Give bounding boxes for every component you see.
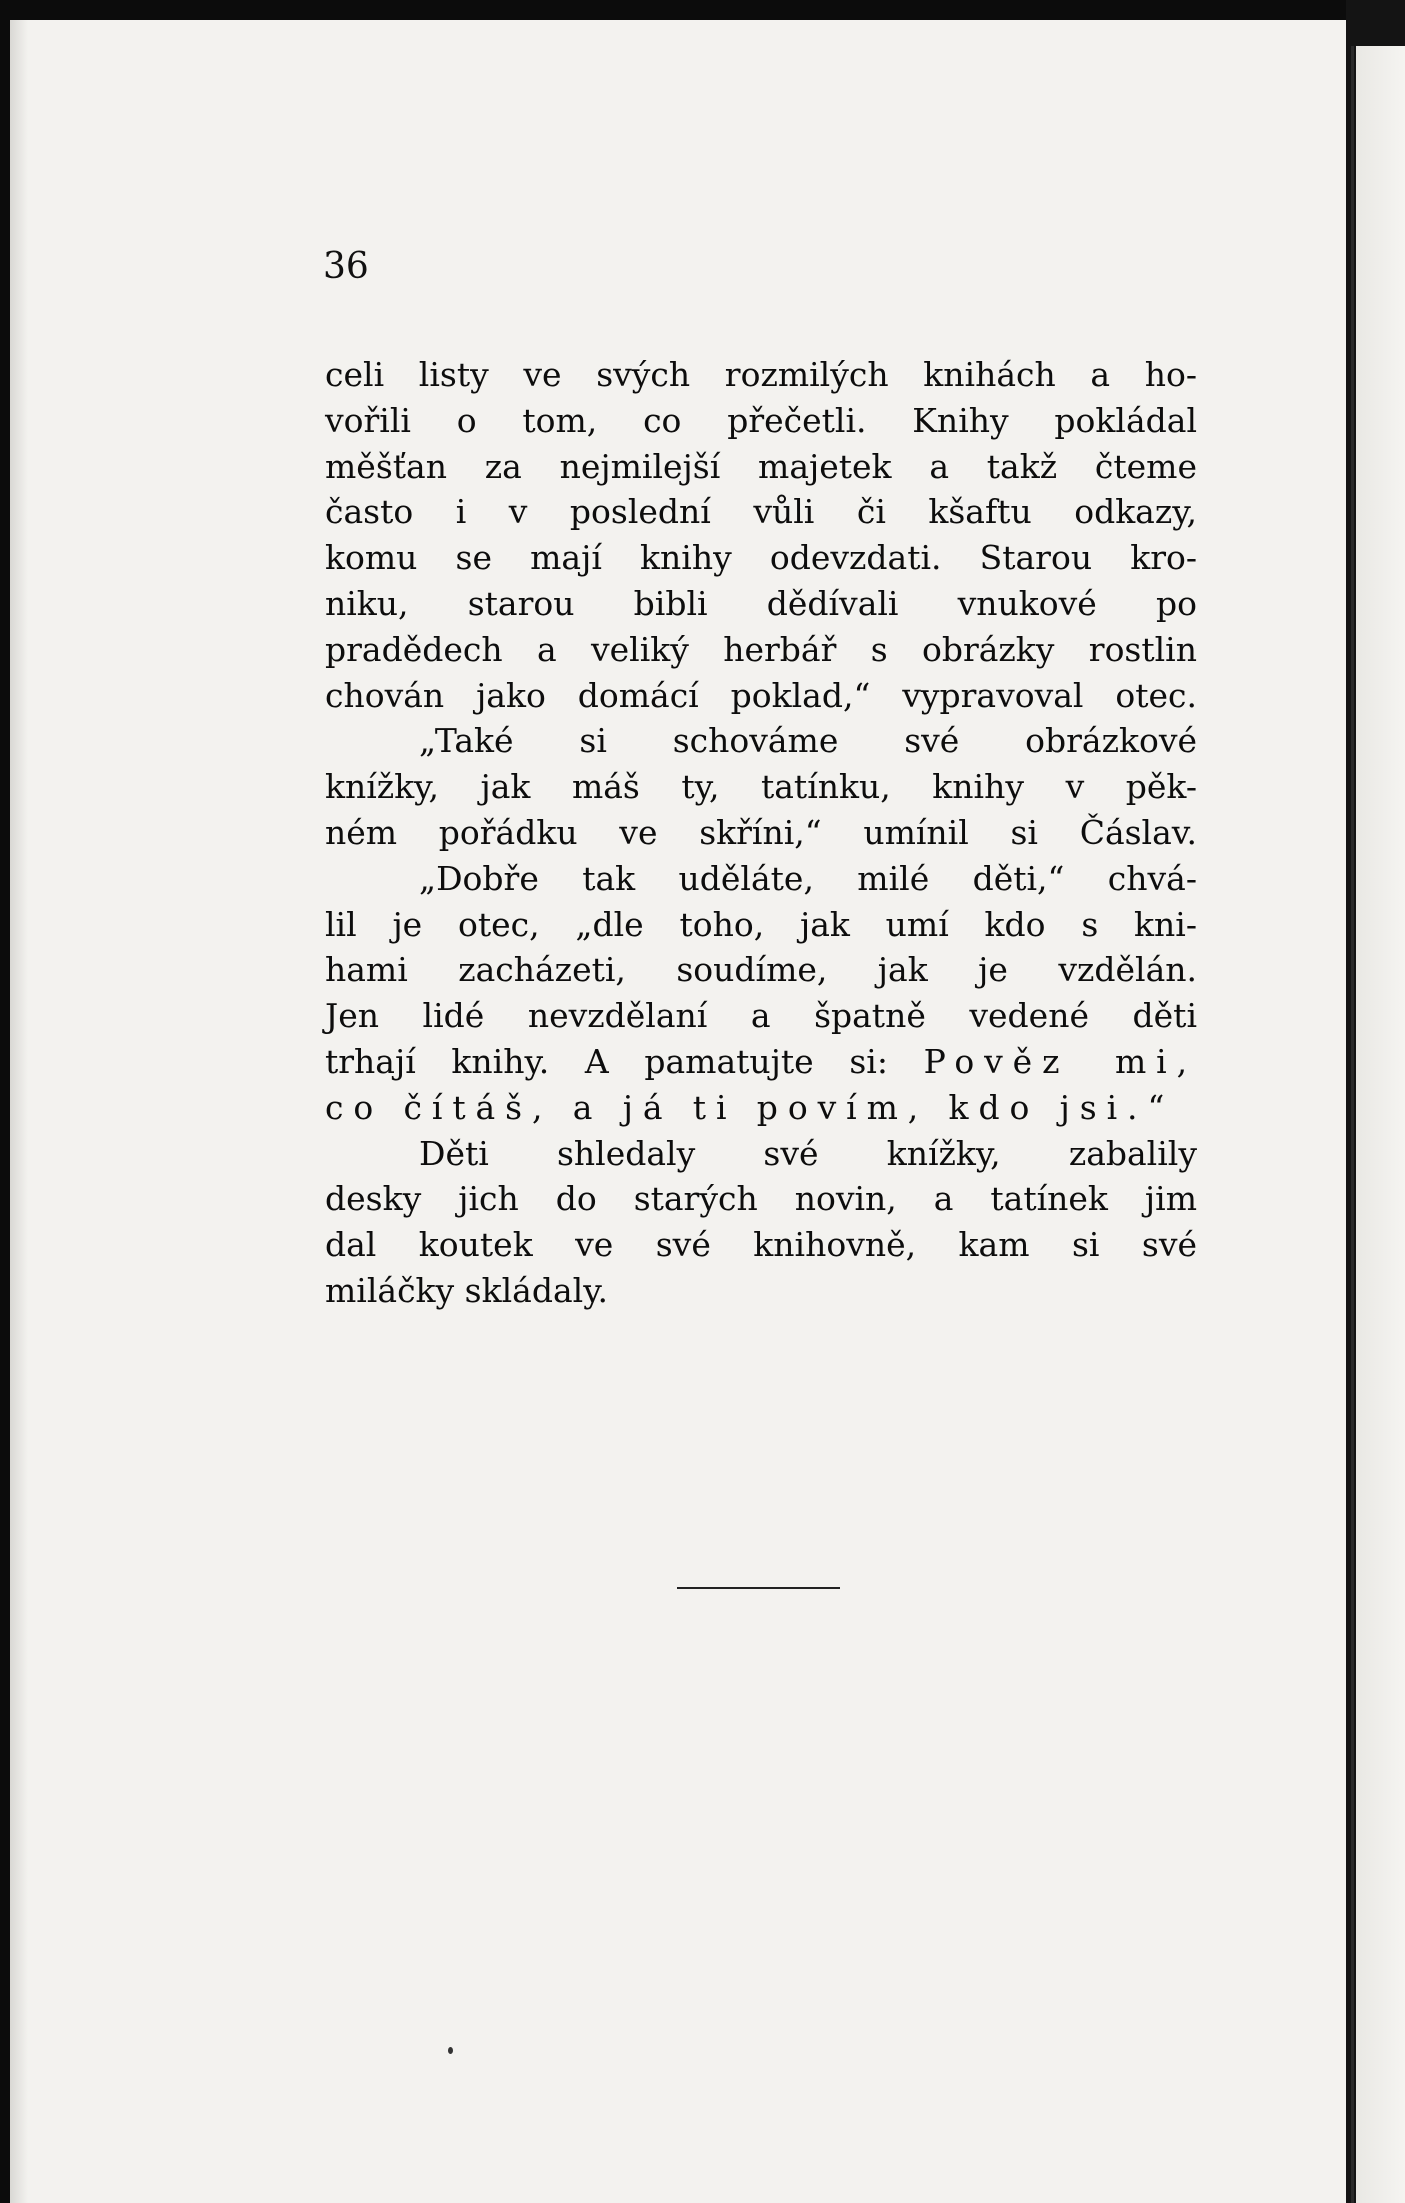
emphasized-saying: Pověz mi, [923, 1041, 1197, 1081]
text-line [325, 718, 1197, 764]
text-line: vořili o tom, co přečetli. Knihy pokládal [325, 400, 1197, 440]
text-line: hami zacházeti, soudíme, jak je vzdělán. [325, 950, 1197, 990]
text-line: desky jich do starých novin, a tatínek jim [325, 1179, 1197, 1219]
text-line: měšťan za nejmilejší majetek a takž čteme [325, 446, 1197, 486]
text-line: celi listy ve svých rozmilých knihách a ho- [325, 355, 1197, 394]
text-line: dal koutek ve své knihovně, kam si své [325, 1225, 1197, 1265]
text-line [325, 856, 1197, 902]
text-line-emphasized: co čítáš, a já ti povím, kdo jsi.“ [325, 1087, 1175, 1127]
text-line: komu se mají knihy odevzdati. Starou kro- [325, 538, 1197, 578]
gutter-line [1351, 46, 1354, 2203]
body-text [325, 352, 1197, 1314]
text-line: miláčky skládaly. [325, 1270, 608, 1310]
adjacent-page-edge [1356, 46, 1405, 2203]
text-line: lil je otec, „dle toho, jak umí kdo s kni- [325, 904, 1197, 944]
text-line: ném pořádku ve skříni,“ umínil si Čáslav. [325, 812, 1197, 852]
text-line [325, 1131, 1197, 1177]
text-line: knížky, jak máš ty, tatínku, knihy v pěk- [325, 767, 1197, 807]
text-line-content: „Také si schováme své obrázkové [419, 721, 1197, 761]
text-line: často i v poslední vůli či kšaftu odkazy, [325, 492, 1197, 532]
text-line: niku, starou bibli dědívali vnukové po [325, 583, 1197, 623]
ink-speck [448, 2047, 453, 2054]
page-number: 36 [323, 246, 369, 287]
text-line-content: „Dobře tak uděláte, milé děti,“ chvá- [419, 858, 1197, 898]
section-end-rule [677, 1587, 840, 1589]
text-line: Jen lidé nevzdělaní a špatně vedené děti [325, 996, 1197, 1036]
text-line: chován jako domácí poklad,“ vypravoval otec. [325, 675, 1197, 715]
text-line: pradědech a veliký herbář s obrázky rostlin [325, 629, 1197, 669]
text-line-content: trhají knihy. A pamatujte si: [325, 1041, 888, 1081]
page-edge-shadow [10, 20, 28, 2203]
text-line-content: Děti shledaly své knížky, zabalily [419, 1133, 1197, 1173]
text-line [325, 1039, 1197, 1085]
